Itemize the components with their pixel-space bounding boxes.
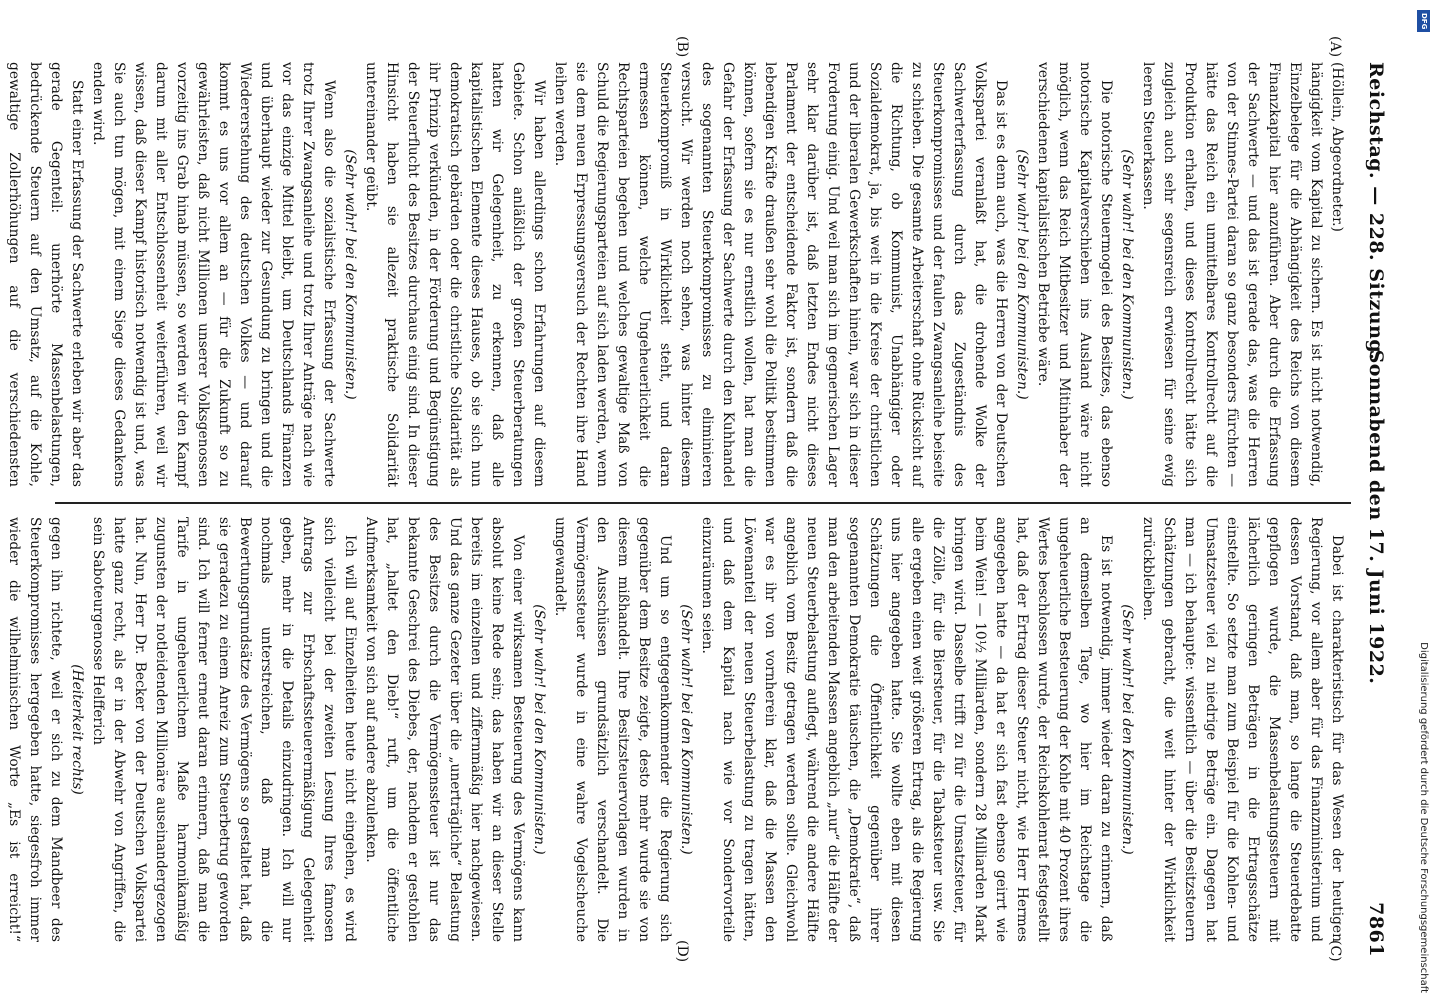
digitization-credit — [1411, 8, 1433, 993]
interjection: (Sehr wahr! bei den Kommunisten.) — [531, 604, 547, 855]
right-paragraph: gegen ihn richtete, weil er sich zu dem Mandbeer des Steuerkompromisses hergegeben hatte, siegesfroh immer wieder die wilhelminischen Worte „Es ist erreicht!“ — [6, 517, 64, 942]
margin-marker-c: (C) — [1327, 940, 1343, 962]
dfg-logo: DFG — [1417, 10, 1430, 32]
right-paragraph: Und um so entgegenkommender die Regierung sich gegenüber dem Besitze zeigte, desto mehr wurde sie von diesem mißhandelt. Ihre Besitzsteuervorlagen wurden in den Ausschüssen grundsätzlich verschandelt. Die Vermögenssteuer wurde in eine wahre Vogelscheuche umgewandelt. — [552, 517, 673, 942]
speaker-label: (Höllein, Abgeordneter.) — [1329, 62, 1345, 232]
left-paragraph: Wir haben allerdings schon Erfahrungen auf diesem Gebiete. Schon anläßlich der großen Steuerberatungen hatten wir Gelegenheit, zu erkennen, daß alle kapitalistischen Elemente dieses Hauses, ob sie sich nun demokratisch gebärden oder die christliche Solidarität als ihr Prinzip verkünden, in der Förderung und Begünstigung der Steuerflucht des Besitzes durchaus einig sind. In dieser Hinsicht haben sie allezeit praktische Solidarität untereinander geübt. — [363, 62, 547, 487]
right-paragraph: Von einer wirksamen Besteuerung des Vermögens kann absolut keine Rede sein; das haben wir an dieser Stelle bereits im einzelnen und ziffernmäßig hier nachgewiesen. Und das ganze Gezeter über die „unerträgliche“ Belastung des Besitzes durch die Vermögenssteuer ist nur das bekannte Geschrei des Diebes, der, nachdem er gestohlen hat, „haltet den Dieb!“ ruft, um die öffentliche Aufmerksamkeit von sich auf andere abzulenken. — [363, 517, 526, 942]
page-number: 7861 — [1365, 902, 1387, 957]
interjection: (Heiterkeit rechts) — [69, 664, 85, 795]
rotated-document-page — [6, 32, 1395, 967]
right-paragraph: Es ist notwendig, immer wieder daran zu erinnern, daß an demselben Tage, wo hier im Reichstage die ungeheuerliche Besteuerung der Kohle mit 40 Prozent ihres Wertes beschlossen wurde, der Reichskohlenrat festgestellt hat, daß der Ertrag dieser Steuer nicht, wie Herr Hermes angegeben hatte — da hat er sich fast ebenso geirrt wie beim Wein! — 10½ Milliarden, sondern 28 Milliarden Mark bringen wird. Dasselbe trifft zu für die Umsatzsteuer, für die Zölle, für die Biersteuer, für die Tabaksteuer usw. Sie alle ergeben einen weit größeren Ertrag, als die Regierung uns hier angegeben hatte. Sie wollte eben mit diesen Schätzungen die Öffentlichkeit gegenüber ihrer sogenannten Demokratie täuschen, die „Demokratie“, daß man den arbeitenden Massen angeblich „nur“ die Hälfte der neuen Steuerbelastung auflegt, während die andere Hälfte angeblich vom Besitz getragen werden sollte. Gleichwohl war es ihr von vornherein klar, daß die Massen den Löwenanteil der neuen Steuerbelastung zu tragen hätten, und daß dem Kapital nach wie vor Sondervorteile einzuräumen seien. — [699, 517, 1114, 942]
header-date: Sonnabend den 17. Juni 1922. — [1365, 349, 1387, 685]
left-text-column — [6, 62, 1347, 487]
interjection: (Sehr wahr! bei den Kommunisten.) — [1014, 149, 1030, 400]
right-paragraph: Ich will auf Einzelheiten heute nicht eingehen, es wird sich vielleicht bei der zweiten Lesung Ihres famosen Antrags zur Erbschaftssteuerermäßigung Gelegenheit geben, mehr in die Details einzudringen. Ich will nur nochmals unterstreichen, daß man die Bewertungsgrundsätze des Vermögens so gestaltet hat, daß sie geradezu zu einem Anreiz zum Steuerbetrug geworden sind. Ich will ferner erneut daran erinnern, daß man die Tarife in ungeheuerlichem Maße harmonikamäßig zugunsten der notleidenden Millionäre auseinandergezogen hat. Nun, Herr Dr. Becker von der Deutschen Volkspartei hatte ganz recht, als er in der Abwehr von Angriffen, die sein Saboteurgenosse Helfferich — [90, 517, 358, 942]
margin-marker-b: (B) — [674, 36, 690, 58]
page-header — [1355, 32, 1395, 967]
column-divider — [55, 502, 1351, 504]
margin-marker-d: (D) — [674, 940, 690, 963]
interjection: (Sehr wahr! bei den Kommunisten.) — [1119, 604, 1135, 855]
left-paragraph: Wenn also die sozialistische Erfassung der Sachwerte trotz Ihrer Zwangsanleihe und trotz Ihrer Anträge nach wie vor das einzige Mittel bleibt, um Deutschlands Finanzen und überhaupt wieder zur Gesundung zu bringen und die Wiedererstehung des deutschen Volkes — und darauf kommt es uns vor allem an — für die Zukunft so zu gewährleisten, daß nicht Millionen unserer Volksgenossen vorzeitig ins Grab hinab müssen, so werden wir den Kampf darum mit aller Entschlossenheit weiterführen, weil wir wissen, daß dieser Kampf historisch notwendig ist und, was Sie auch tun mögen, mit einem Siege dieses Gedankens enden wird. — [90, 62, 337, 487]
interjection: (Sehr wahr! bei den Kommunisten.) — [678, 604, 694, 855]
interjection: (Sehr wahr! bei den Kommunisten.) — [1119, 149, 1135, 400]
interjection: (Sehr wahr! bei den Kommunisten.) — [342, 149, 358, 400]
header-reichstag-session: Reichstag. — 228. Sitzung. — [1365, 62, 1387, 361]
right-text-column — [6, 517, 1347, 942]
left-paragraph: Das ist es denn auch, was die Herren von der Deutschen Volkspartei veranlaßt hat, die drohende Wolke der Sachwerterfassung durch das Zugeständnis des Steuerkompromisses und der faulen Zwangsanleihe beiseite zu schieben. Die gesamte Arbeiterschaft ohne Rücksicht auf die Richtung, ob Kommunist, Unabhängiger oder Sozialdemokrat, ja, bis weit in die Kreise der christlichen und der liberalen Gewerkschaften hinein, war sich in dieser Forderung einig. Und weil man sich im gegnerischen Lager sehr klar darüber ist, daß letzten Endes nicht dieses Parlament der entscheidende Faktor ist, sondern daß die lebendigen Kräfte draußen sehr wohl die Politik bestimmen können, sofern sie es nur ernstlich wollen, hat man die Gefahr der Erfassung der Sachwerte durch den Kuhhandel des sogenannten Steuerkompromisses zu eliminieren versucht. Wir werden noch sehen, was hinter diesem Steuerkompromiß in Wirklichkeit steht, und daran ermessen können, welche Ungeheuerlichkeit die Rechtsparteien begehen und welches gewaltige Maß von Schuld die Regierungsparteien auf sich laden werden, wenn sie dem neuen Erpressungsversuch der Rechten ihre Hand leihen werden. — [552, 62, 1009, 487]
left-paragraph: hängigkeit vom Kapital zu sichern. Es ist nicht notwendig, Einzelbelege für die Abhängigkeit des Reichs von diesem Finanzkapital hier anzuführen. Aber durch die Erfassung der Sachwerte — und das ist gerade das, was die Herren von der Stinnes-Partei daran so ganz besonders fürchten — hätte das Reich ein unmittelbares Kontrollrecht auf die Produktion erhalten, und dieses Kontrollrecht hätte sich zugleich auch sehr segensreich erwiesen für seine ewig leeren Steuerkassen. — [1140, 62, 1324, 487]
credit-text: Digitalisierung gefördert durch die Deutsche Forschungsgemeinschaft — [1418, 642, 1429, 993]
left-paragraph: Die notorische Steuermogelei des Besitzes, das ebenso notorische Kapitalverschieben ins Ausland wäre nicht möglich, wenn das Reich Mitbesitzer und Mitinhaber der verschiedenen kapitalistischen Betriebe wäre. — [1035, 62, 1114, 487]
margin-marker-a: (A) — [1327, 36, 1343, 58]
right-paragraph: Dabei ist charakteristisch für das Wesen der heutigen Regierung, vor allem aber für das Finanzministerium und dessen Vorstand, daß man, so lange die Steuerdebatte gepflogen wurde, die Massenbelastungssteuern mit lächerlich geringen Beträgen in die Ertragsschätze einstellte. So setzte man zum Beispiel für die Kohlen- und Umsatzsteuer viel zu niedrige Beträge ein. Dagegen hat man — ich behaupte: wissentlich — über die Besitzsteuern Schätzungen gebracht, die weit hinter der Wirklichkeit zurückbleiben. — [1140, 517, 1345, 942]
left-paragraph: Statt einer Erfassung der Sachwerte erleben wir aber das gerade Gegenteil: unerhörte Massenbelastungen, bedrückende Steuern auf den Umsatz, auf die Kohle, gewaltige Zollerhöhungen auf die verschiedensten — [6, 62, 85, 487]
